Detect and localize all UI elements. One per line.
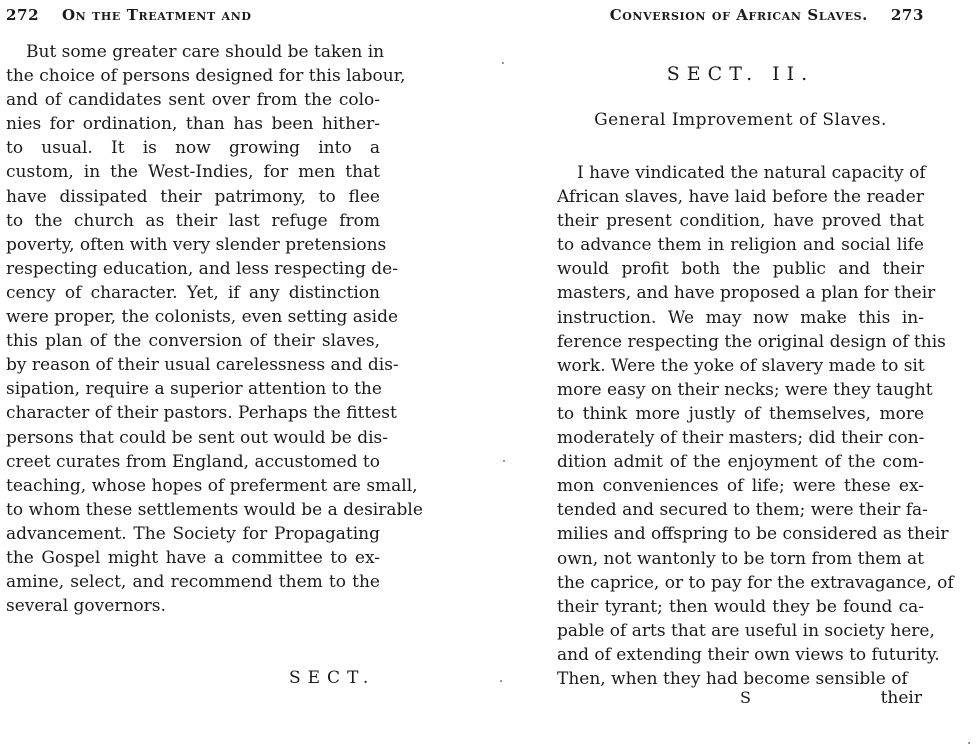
right-text-line: dition admit of the enjoyment of the com- xyxy=(557,452,924,473)
right-text-line: masters, and have proposed a plan for their xyxy=(557,283,936,304)
right-text-line: milies and offspring to be considered as their xyxy=(557,524,949,545)
left-text-line: creet curates from England, accustomed to xyxy=(6,451,380,472)
left-text-line: to whom these settlements would be a desirable xyxy=(6,499,423,520)
right-running-head: Conversion of African Slaves. xyxy=(609,6,868,24)
section-subtitle: General Improvement of Slaves. xyxy=(594,110,887,130)
left-text-line: sipation, require a superior attention to the xyxy=(6,379,382,400)
paper-speck xyxy=(500,680,502,682)
right-text-line: Then, when they had become sensible of xyxy=(557,668,908,689)
paper-speck xyxy=(968,742,970,744)
left-text-line: custom, in the West-Indies, for men that xyxy=(6,162,380,183)
left-text-line: the Gospel might have a committee to ex- xyxy=(6,547,380,568)
signature-mark: S xyxy=(740,688,751,707)
left-text-line: were proper, the colonists, even setting aside xyxy=(6,307,399,328)
left-text-line: But some greater care should be taken in xyxy=(26,42,385,62)
right-text-line: tended and secured to them; were their fa- xyxy=(557,500,928,521)
right-text-line: work. Were the yoke of slavery made to sit xyxy=(557,355,925,376)
left-text-line: poverty, often with very slender pretensions xyxy=(6,234,387,255)
left-text-line: persons that could be sent out would be dis- xyxy=(6,427,389,448)
left-text-line: the choice of persons designed for this labour, xyxy=(6,66,406,87)
left-page-number: 272 xyxy=(6,6,40,24)
left-text-line: by reason of their usual carelessness and dis- xyxy=(6,355,399,376)
right-text-line: pable of arts that are useful in society here, xyxy=(557,620,935,641)
left-text-line: amine, select, and recommend them to the xyxy=(6,572,380,593)
right-text-line: moderately of their masters; did their con- xyxy=(557,428,925,449)
right-text-line: African slaves, have laid before the reader xyxy=(557,187,924,208)
right-page-number: 273 xyxy=(890,6,924,24)
right-text-line: to think more justly of themselves, more xyxy=(557,403,924,424)
left-catchword: SECT. xyxy=(289,668,376,688)
right-running-header xyxy=(557,6,924,26)
left-text-line: character of their pastors. Perhaps the fittest xyxy=(6,403,397,424)
left-text-line: to usual. It is now growing into a xyxy=(6,138,380,159)
right-text-line: mon conveniences of life; were these ex- xyxy=(557,476,924,497)
right-text-line: own, not wantonly to be torn from them at xyxy=(557,548,924,569)
right-body-text xyxy=(557,161,954,691)
left-text-line: this plan of the conversion of their slaves, xyxy=(6,331,380,352)
right-text-line: instruction. We may now make this in- xyxy=(557,307,924,328)
left-text-line: advancement. The Society for Propagating xyxy=(6,523,380,544)
right-catchword: their xyxy=(880,688,922,708)
right-text-line: their present condition, have proved that xyxy=(557,211,924,232)
right-text-line: to advance them in religion and social life xyxy=(557,235,924,256)
right-text-line: their tyrant; then would they be found ca- xyxy=(557,596,924,617)
left-text-line: cency of character. Yet, if any distinction xyxy=(6,282,380,303)
left-running-header xyxy=(6,6,380,26)
left-text-line: have dissipated their patrimony, to flee xyxy=(6,186,380,207)
right-text-line: more easy on their necks; were they taught xyxy=(557,379,933,400)
right-text-line: I have vindicated the natural capacity of xyxy=(577,163,926,183)
left-body-text xyxy=(6,40,423,618)
left-running-head: On the Treatment and xyxy=(62,6,252,24)
right-text-line: would profit both the public and their xyxy=(557,259,924,280)
right-text-line: and of extending their own views to futurity. xyxy=(557,644,940,665)
paper-speck xyxy=(503,460,505,462)
paper-speck xyxy=(502,62,504,64)
left-text-line: and of candidates sent over from the colo- xyxy=(6,90,380,111)
left-text-line: teaching, whose hopes of preferment are small, xyxy=(6,475,418,496)
left-text-line: several governors. xyxy=(6,596,166,617)
right-text-line: ference respecting the original design of this xyxy=(557,331,946,352)
left-text-line: nies for ordination, than has been hither- xyxy=(6,114,380,135)
left-text-line: to the church as their last refuge from xyxy=(6,210,380,231)
right-text-line: the caprice, or to pay for the extravagance, of xyxy=(557,572,954,593)
left-text-line: respecting education, and less respecting de- xyxy=(6,258,398,279)
section-heading: SECT. II. xyxy=(666,63,815,85)
